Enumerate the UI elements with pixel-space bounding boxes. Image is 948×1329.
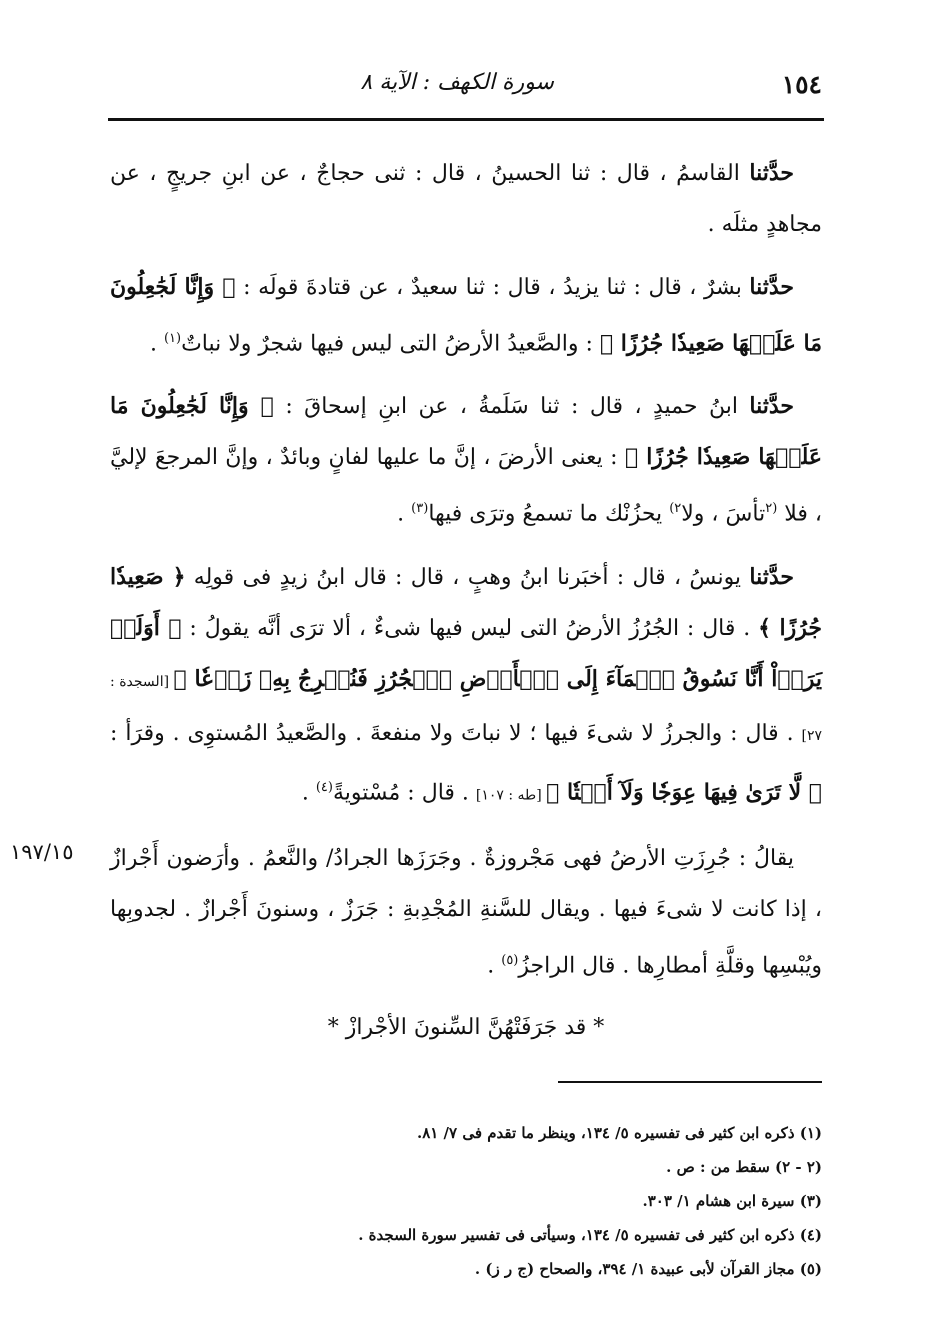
main-text	[110, 148, 822, 1053]
footnote-marker: (٢	[765, 501, 778, 517]
paragraph-text: ابنُ حميدٍ ، قال : ثنا سَلَمةُ ، عن ابنِ إسحاقَ :	[273, 394, 750, 420]
paragraph-end: .	[301, 779, 316, 805]
narration-lead: حدَّثنا	[749, 160, 794, 186]
surah-citation: [طه : ١٠٧]	[475, 786, 547, 803]
footnote-1: (١) ذكره ابن كثير فى تفسيره ٥/ ١٣٤، وينظر ما تقدم فى ٧/ ٨١.	[416, 1124, 822, 1142]
paragraph-text: يحزُنْك ما تسمعُ وترَى فيها	[428, 501, 670, 527]
paragraph-text: : والصَّعيدُ الأرضُ التى ليس فيها شجرٌ ولا نباتٌ	[181, 331, 600, 357]
paragraph-text: : يعنى الأرضَ ، إنَّ ما عليها لفانٍ وبائدٌ ، وإنَّ المرجعَ لإليَّ ، فلا	[110, 445, 822, 527]
footnote-marker: (٥)	[501, 952, 519, 968]
quran-quote: ﴿ وَإِنَّا لَجَٰعِلُونَ مَا عَلَيۡهَا صَعِيدٗا جُرُزًا ﴾	[110, 274, 822, 357]
paragraph-text: تأسَ ، ولا	[681, 501, 766, 527]
narration-lead: حدَّثنا	[749, 393, 794, 420]
paragraph-end: .	[149, 331, 164, 357]
quran-quote: ﴿ لَّا تَرَىٰ فِيهَا عِوَجٗا وَلَآ أَمۡتٗا ﴾	[546, 778, 822, 805]
footnote-marker: (٣)	[411, 501, 429, 517]
paragraph-3	[110, 381, 822, 539]
footnote-4: (٤) ذكره ابن كثير فى تفسيره ٥/ ١٣٤، وسيأتى فى تفسير سورة السجدة .	[358, 1226, 822, 1244]
poetry-verse: * قد جَرَفَتْهُنَّ السِّنونَ الأجْرازْ *	[327, 1015, 605, 1041]
footnote-rule	[558, 1081, 822, 1083]
footnote-3: (٣) سيرة ابن هشام ١/ ٣٠٣.	[642, 1192, 822, 1210]
paragraph-1	[110, 148, 822, 250]
paragraph-text: . قال : مُسْتويةً	[332, 779, 476, 805]
paragraph-text: . قال : الجُرُزُ الأرضُ التى ليس فيها شىءٌ ، ألا ترَى أنَّه يقولُ :	[181, 615, 759, 641]
paragraph-2	[110, 262, 822, 369]
quran-quote: ﴿ صَعِيدٗا جُرُزًا ﴾	[110, 563, 822, 641]
quran-quote: ﴿ وَإِنَّا لَجَٰعِلُونَ مَا عَلَيۡهَا صَعِيدٗا جُرُزًا ﴾	[110, 393, 822, 471]
footnote-marker: (٤)	[315, 779, 333, 795]
surah-citation: [السجدة : ٢٧]	[110, 673, 822, 744]
narration-lead: حدَّثنا	[749, 563, 794, 590]
footnote-2: (٢ - ٢) سقط من : ص .	[666, 1158, 822, 1176]
paragraph-text: يقالُ : جُرِزَتِ الأرضُ فهى مَجْروزةٌ . وجَرَزَها الجرادُ/ والنَّعمُ . وأرَضون أَجْرازٌ ، إذا كانت لا شىءَ فيها . ويقال للسَّنةِ المُجْدِبةِ : جَرَزٌ ، وسنونَ أَجْرازٌ . لجدوبِها ويُبْسِها وقلَّةِ أمطارِها . قال الراجزُ	[110, 845, 822, 979]
footnote-marker: (١)	[163, 331, 182, 346]
paragraph-5	[110, 833, 822, 991]
margin-reference: ١٩٧/١٥	[10, 840, 74, 864]
running-header	[110, 62, 822, 102]
quran-quote: ﴿ أَوَلَمۡ يَرَوۡاْ أَنَّا نَسُوقُ ٱلۡمَآءَ إِلَى ٱلۡأَرۡضِ ٱلۡجُرُزِ فَنُخۡرِجُ بِهِۦ زَرۡعٗا ﴾	[110, 614, 822, 692]
paragraph-text: بشرٌ ، قال : ثنا يزيدُ ، قال : ثنا سعيدٌ ، عن قتادةَ قولَه :	[235, 275, 750, 300]
footnote-marker: ٢)	[669, 501, 682, 517]
paragraph-end: .	[487, 953, 502, 979]
paragraph-text: . قال : والجرزُ لا شىءَ فيها ؛ لا نباتَ ولا منفعةَ . والصَّعيدُ المُستوِى . وقرَأ :	[110, 720, 802, 746]
paragraph-4	[110, 552, 822, 821]
paragraph-text: يونسُ ، قال : أخبَرنا ابنُ وهبٍ ، قال : قال ابنُ زيدٍ فى قولِه	[185, 564, 750, 590]
footnotes	[110, 1116, 822, 1286]
page-number: ١٥٤	[781, 70, 822, 99]
narration-lead: حدَّثنا	[749, 274, 795, 300]
footnote-5: (٥) مجاز القرآن لأبى عبيدة ١/ ٣٩٤، والصحاح (ج ر ز) .	[474, 1260, 822, 1278]
header-rule	[108, 118, 824, 121]
paragraph-text: القاسمُ ، قال : ثنا الحسينُ ، قال : ثنى حجاجٌ ، عن ابنِ جريجٍ ، عن مجاهدٍ مثلَه .	[110, 161, 822, 237]
paragraph-end: .	[397, 501, 412, 527]
header-title: سورة الكهف : الآية ٨	[360, 70, 554, 95]
